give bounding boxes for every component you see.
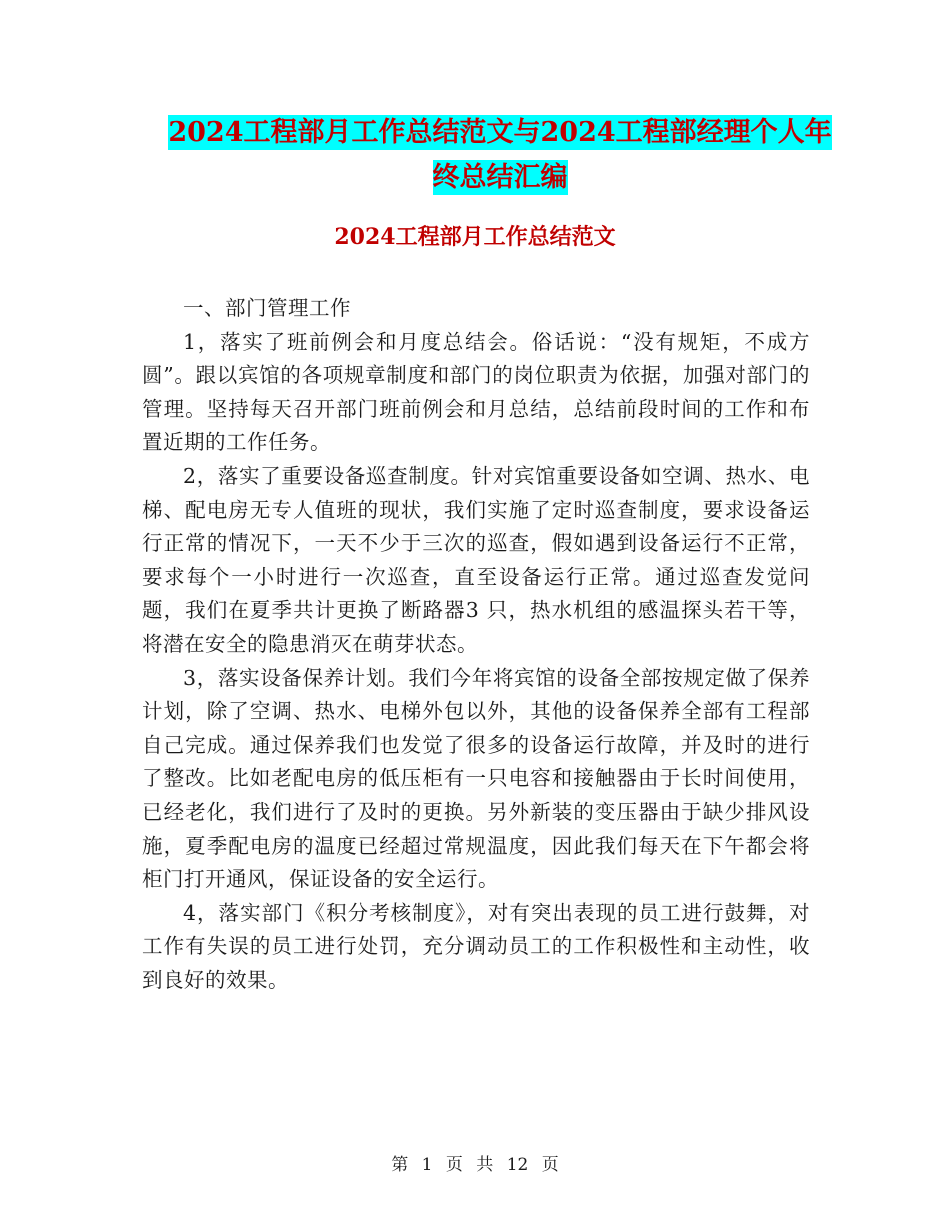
paragraph-1: 1，落实了班前例会和月度总结会。俗话说：“没有规矩，不成方圆”。跟以宾馆的各项规章制度和部门的岗位职责为依据，加强对部门的管理。坚持每天召开部门班前例会和月总结，总结前段时间的工作和布置近期的工作任务。 <box>142 329 810 455</box>
document-body <box>142 292 810 997</box>
document-title <box>140 110 860 200</box>
footer-total-prefix: 共 <box>476 1155 494 1175</box>
footer-total-unit: 页 <box>541 1155 559 1175</box>
paragraph-2: 2，落实了重要设备巡查制度。针对宾馆重要设备如空调、热水、电梯、配电房无专人值班的现状，我们实施了定时巡查制度，要求设备运行正常的情况下，一天不少于三次的巡查，假如遇到设备运行不正常，要求每个一小时进行一次巡查，直至设备运行正常。通过巡查发觉问题，我们在夏季共计更换了断路器3 只，热水机组的感温探头若干等，将潜在安全的隐患消灭在萌芽状态。 <box>142 463 810 656</box>
paragraph-3: 3，落实设备保养计划。我们今年将宾馆的设备全部按规定做了保养计划，除了空调、热水、电梯外包以外，其他的设备保养全部有工程部自己完成。通过保养我们也发觉了很多的设备运行故障，并及时的进行了整改。比如老配电房的低压柜有一只电容和接触器由于长时间使用，已经老化，我们进行了及时的更换。另外新装的变压器由于缺少排风设施，夏季配电房的温度已经超过常规温度，因此我们每天在下午都会将柜门打开通风，保证设备的安全运行。 <box>142 665 810 892</box>
footer-prefix: 第 <box>391 1155 409 1175</box>
document-title-line-2: 终总结汇编 <box>432 162 568 193</box>
footer-total-pages: 12 <box>506 1155 529 1175</box>
heading-department-management: 一、部门管理工作 <box>183 296 351 320</box>
document-title-line-1: 2024工程部月工作总结范文与2024工程部经理个人年 <box>168 117 832 148</box>
footer-page-unit: 页 <box>445 1155 463 1175</box>
page-footer <box>0 1153 950 1177</box>
section-title: 2024工程部月工作总结范文 <box>334 224 616 250</box>
paragraph-4: 4，落实部门《积分考核制度》，对有突出表现的员工进行鼓舞，对工作有失误的员工进行处罚，充分调动员工的工作积极性和主动性，收到良好的效果。 <box>142 900 810 992</box>
footer-page-number: 1 <box>421 1155 433 1175</box>
